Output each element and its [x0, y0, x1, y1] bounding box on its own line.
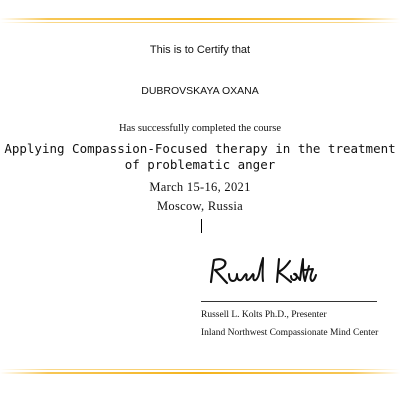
- certify-intro: This is to Certify that: [149, 44, 251, 56]
- top-border-line-inner: [0, 22, 400, 23]
- bottom-border-line-inner: [0, 369, 400, 370]
- course-location: Moscow, Russia: [156, 199, 244, 213]
- course-title: Applying Compassion-Focused therapy in the treatment of problematic anger: [4, 141, 396, 172]
- bottom-border-line: [0, 372, 400, 374]
- presenter-signature-image: [205, 254, 320, 288]
- organization-name: Inland Northwest Compassionate Mind Center: [201, 328, 379, 338]
- signature-line: [201, 301, 377, 302]
- presenter-name: Russell L. Kolts Ph.D., Presenter: [201, 310, 327, 320]
- recipient-name: DUBROVSKAYA OXANA: [141, 85, 259, 97]
- completion-statement: Has successfully completed the course: [118, 123, 282, 134]
- course-dates: March 15-16, 2021: [149, 180, 251, 194]
- text-cursor: [201, 219, 202, 233]
- top-border-line: [0, 18, 400, 20]
